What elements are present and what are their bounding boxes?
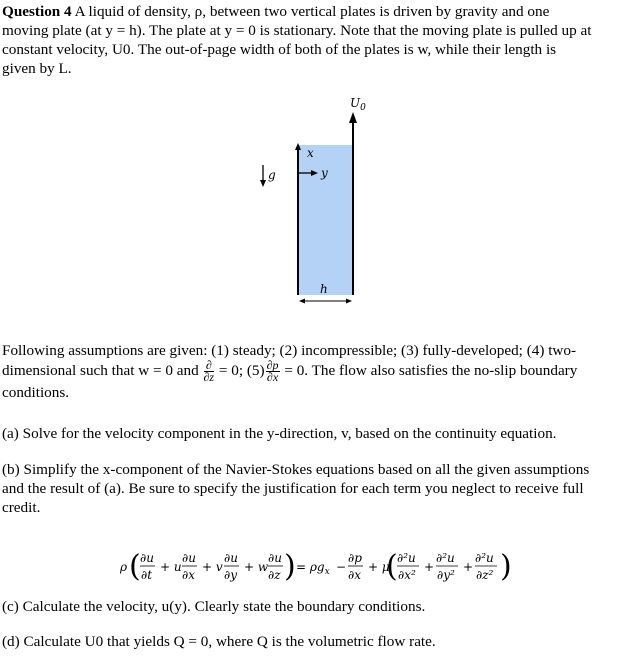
plates-diagram xyxy=(250,95,390,310)
svg-text:∂z: ∂z xyxy=(268,568,281,582)
eq-rho: ρ xyxy=(120,560,128,574)
eq-dudx xyxy=(182,551,197,582)
eq-dpdx xyxy=(348,551,363,582)
eq-lparen: ( xyxy=(129,549,141,584)
eq-equals-rho-g: = $\rho g_x$ xyxy=(296,560,330,577)
eq-dudz xyxy=(268,551,283,582)
svg-text:∂y²: ∂y² xyxy=(437,568,455,582)
partial-z-fraction: $\frac{\partial}{\partial z}$ xyxy=(203,358,215,385)
eq-plus-w: + w xyxy=(244,560,269,574)
label-y: y xyxy=(321,166,328,180)
eq-d2udy2 xyxy=(436,551,458,582)
part-b-line-2: and the result of (a). Be sure to specify the justification for each term you neglect to receive full xyxy=(2,480,584,497)
question-line-2: moving plate (at y = h). The plate at y = 0 is stationary. Note that the moving plate is pulled up at xyxy=(2,22,592,39)
navier-stokes-equation xyxy=(120,545,520,589)
question-label: Question 4 xyxy=(2,3,72,20)
svg-text:∂x: ∂x xyxy=(182,568,195,582)
gravity-arrowhead xyxy=(260,180,266,187)
assumptions-line-2 xyxy=(2,360,628,383)
part-c: (c) Calculate the velocity, u(y). Clearly state the boundary conditions. xyxy=(2,598,426,615)
eq-rparen: ) xyxy=(284,549,296,584)
part-b-line-3: credit. xyxy=(2,499,41,516)
svg-text:∂²u: ∂²u xyxy=(475,551,494,565)
eq-plus-u: + u xyxy=(160,560,182,574)
eq-d2udx2 xyxy=(397,551,419,582)
assumptions-line-3: conditions. xyxy=(2,384,70,402)
eq-rparen-2: ) xyxy=(500,549,512,584)
svg-text:∂²u: ∂²u xyxy=(436,551,455,565)
question-line-1 xyxy=(2,2,628,21)
label-u0: $U_0$ xyxy=(350,96,366,113)
question-line-1-text: A liquid of density, ρ, between two vertical plates is driven by gravity and one xyxy=(71,3,550,20)
eq-minus: − xyxy=(336,560,347,574)
part-a: (a) Solve for the velocity component in the y-direction, v, based on the continuity equation. xyxy=(2,425,557,442)
eq-d2udz2 xyxy=(475,551,497,582)
assumptions-line-2a: dimensional such that w = 0 and xyxy=(2,362,199,379)
eq-lparen-2: ( xyxy=(386,549,398,584)
dp-dx-fraction: $\frac{\partial p}{\partial x}$ xyxy=(266,358,279,385)
moving-plate-arrowhead xyxy=(349,112,357,123)
question-line-4: given by L. xyxy=(2,60,72,77)
svg-text:∂u: ∂u xyxy=(224,551,238,565)
eq-plus-2: + xyxy=(463,560,474,574)
assumptions-line-2b: = 0; (5) xyxy=(215,362,265,379)
label-g: g xyxy=(268,168,276,182)
part-d: (d) Calculate U0 that yields Q = 0, where Q is the volumetric flow rate. xyxy=(2,633,436,650)
part-b xyxy=(2,460,628,517)
question-intro xyxy=(2,2,628,78)
svg-text:∂u: ∂u xyxy=(182,551,196,565)
svg-text:∂x: ∂x xyxy=(348,568,361,582)
svg-text:∂u: ∂u xyxy=(140,551,154,565)
eq-dudy xyxy=(224,551,239,582)
label-x: x xyxy=(307,146,314,160)
assumptions xyxy=(2,341,628,402)
svg-text:∂p: ∂p xyxy=(348,551,362,565)
eq-plus-v: + v xyxy=(202,560,223,574)
eq-dudt xyxy=(140,551,155,582)
eq-plus-1: + xyxy=(424,560,435,574)
part-b-line-1: (b) Simplify the x-component of the Navier-Stokes equations based on all the given assumptions xyxy=(2,461,590,478)
eq-plus-mu: + μ xyxy=(368,560,390,574)
label-h: h xyxy=(320,282,328,296)
svg-text:∂x²: ∂x² xyxy=(398,568,416,582)
svg-text:∂z²: ∂z² xyxy=(476,568,494,582)
svg-text:∂u: ∂u xyxy=(268,551,282,565)
svg-text:∂y: ∂y xyxy=(224,568,237,582)
assumptions-line-1: Following assumptions are given: (1) steady; (2) incompressible; (3) fully-developed; (4) two- xyxy=(2,342,577,359)
svg-text:∂t: ∂t xyxy=(141,568,153,582)
h-dim-arrow-left xyxy=(299,299,305,304)
assumptions-line-2c: = 0. The flow also satisfies the no-slip boundary xyxy=(280,362,578,379)
svg-text:∂²u: ∂²u xyxy=(397,551,416,565)
question-line-3: constant velocity, U0. The out-of-page width of both of the plates is w, while their length is xyxy=(2,41,557,58)
h-dim-arrow-right xyxy=(346,299,352,304)
